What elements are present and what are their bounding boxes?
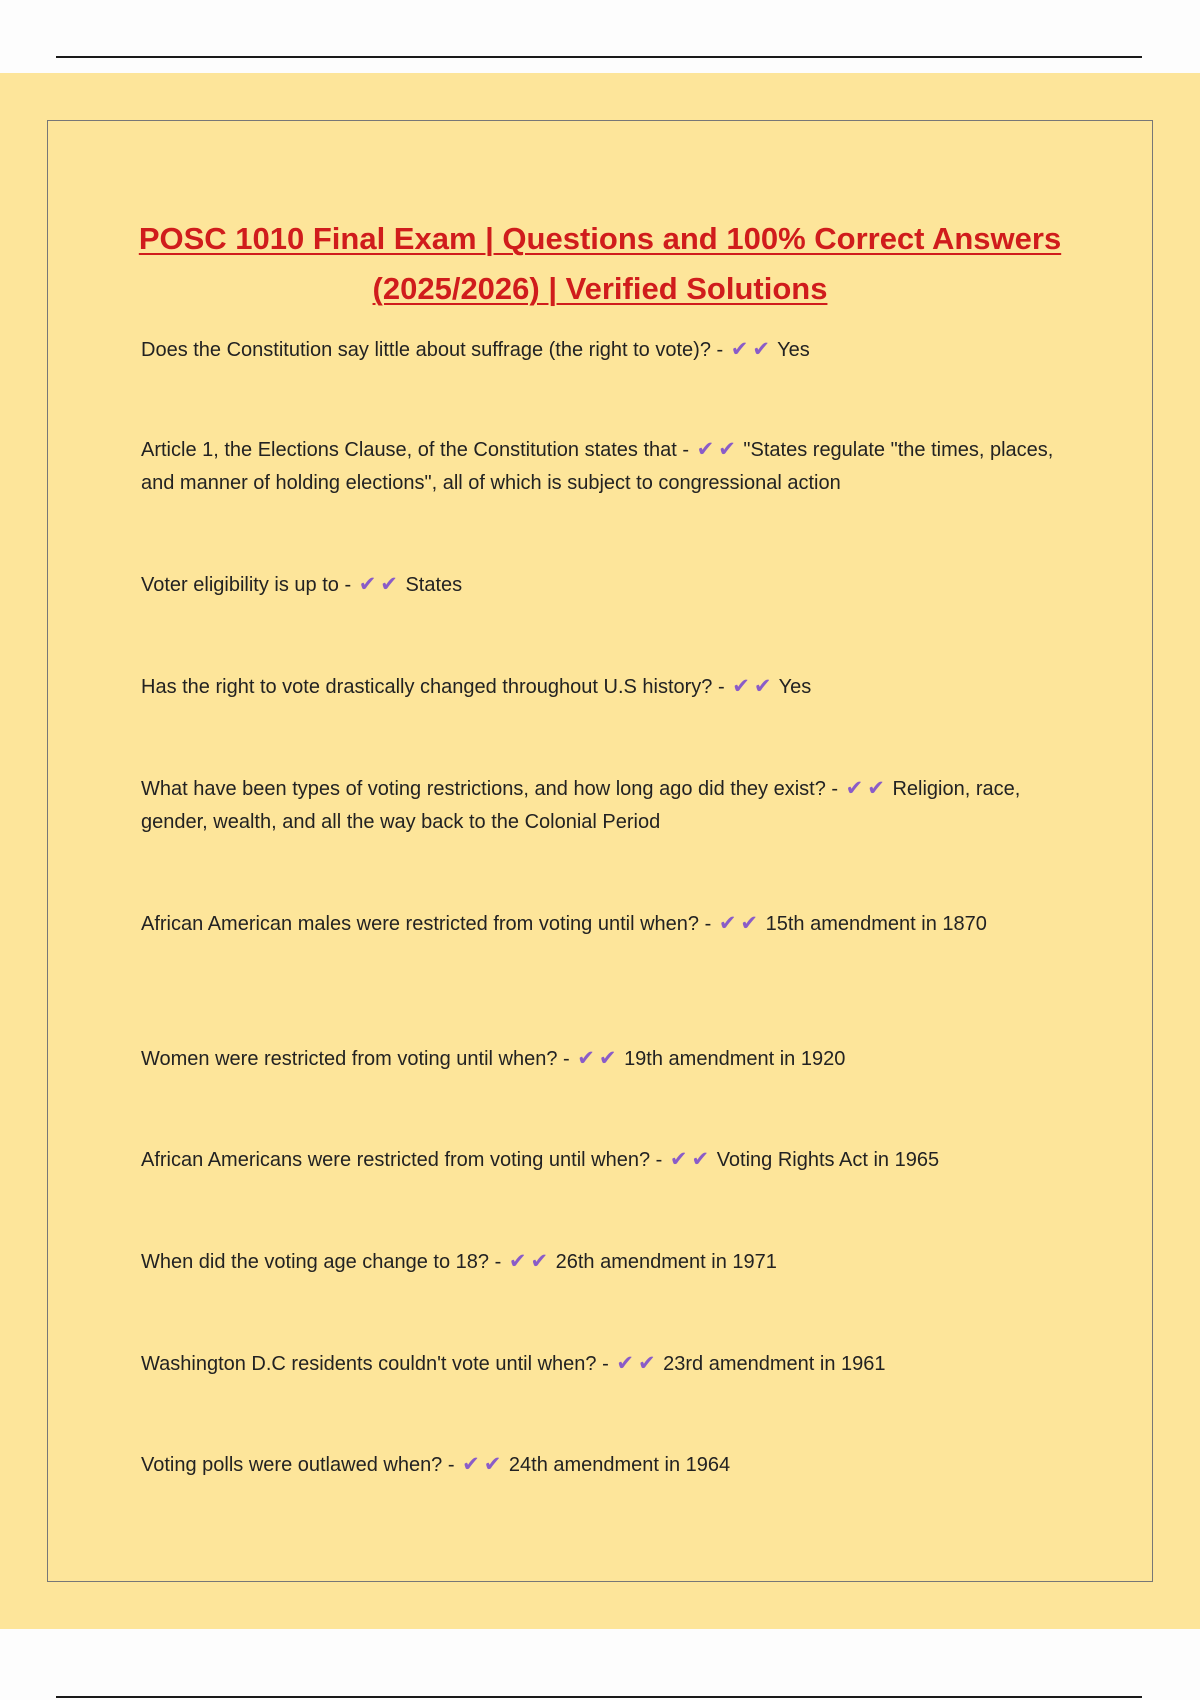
answer: 19th amendment in 1920 (624, 1048, 846, 1070)
separator: - (494, 1251, 502, 1273)
check-icon: ✔ (718, 438, 736, 461)
check-icon: ✔ (616, 1352, 634, 1375)
check-icon: ✔ (730, 338, 749, 361)
check-icon: ✔ (753, 675, 772, 698)
check-icon: ✔ (732, 675, 750, 698)
qa-item (141, 433, 1061, 500)
question: What have been types of voting restrictions, and how long ago did they exist? (141, 778, 826, 800)
check-icon: ✔ (669, 1148, 688, 1171)
question: Has the right to vote drastically changed throughout U.S history? (141, 676, 713, 698)
separator: - (447, 1454, 455, 1476)
check-icon: ✔ (740, 912, 759, 935)
check-icon: ✔ (508, 1250, 527, 1273)
qa-item (141, 1042, 1061, 1076)
qa-item (141, 1245, 1061, 1279)
check-icon: ✔ (691, 1148, 710, 1171)
question: Women were restricted from voting until when? (141, 1048, 558, 1070)
check-icon: ✔ (637, 1352, 656, 1375)
separator: - (602, 1353, 609, 1375)
check-icon: ✔ (598, 1047, 617, 1070)
qa-item (141, 1448, 1061, 1482)
check-icon: ✔ (696, 438, 715, 461)
qa-item (141, 670, 1061, 704)
separator: - (655, 1149, 663, 1171)
answer: Yes (777, 339, 810, 361)
answer: "States regulate "the times, places, and manner of holding elections", all of which is subject to congressional action (141, 439, 1054, 494)
question: African American males were restricted from voting until when? (141, 913, 700, 935)
question: African Americans were restricted from voting until when? (141, 1149, 651, 1171)
qa-item (141, 1347, 1061, 1381)
check-icon: ✔ (577, 1047, 595, 1070)
separator: - (716, 339, 724, 361)
answer: Yes (778, 676, 812, 698)
qa-item (141, 333, 1061, 367)
answer: 24th amendment in 1964 (508, 1454, 731, 1476)
question: Voter eligibility is up to (141, 574, 339, 596)
answer: 23rd amendment in 1961 (663, 1353, 886, 1375)
qa-item (141, 907, 1061, 941)
check-icon: ✔ (867, 777, 885, 800)
check-icon: ✔ (462, 1453, 480, 1476)
question: Does the Constitution say little about suffrage (the right to vote)? (141, 339, 711, 361)
question: Voting polls were outlawed when? (141, 1454, 443, 1476)
separator: - (831, 778, 839, 800)
document-title: POSC 1010 Final Exam | Questions and 100% Correct Answers (2025/2026) | Verified Solutions (138, 221, 1062, 306)
separator: - (344, 574, 352, 596)
check-icon: ✔ (358, 573, 377, 596)
qa-item (141, 568, 1061, 602)
qa-item (141, 772, 1061, 839)
separator: - (704, 913, 712, 935)
bottom-rule (56, 1696, 1142, 1698)
check-icon: ✔ (752, 338, 770, 361)
separator: - (718, 676, 725, 698)
separator: - (682, 439, 690, 461)
check-icon: ✔ (483, 1453, 502, 1476)
check-icon: ✔ (380, 573, 398, 596)
top-rule (56, 56, 1142, 58)
answer: 26th amendment in 1971 (555, 1251, 777, 1273)
answer: States (405, 574, 463, 596)
qa-item (141, 1143, 1061, 1177)
separator: - (563, 1048, 570, 1070)
answer: Religion, race, gender, wealth, and all the way back to the Colonial Period (141, 778, 1021, 833)
check-icon: ✔ (530, 1250, 549, 1273)
check-icon: ✔ (718, 912, 737, 935)
question: Article 1, the Elections Clause, of the Constitution states that (141, 439, 677, 461)
question: Washington D.C residents couldn't vote until when? (141, 1353, 597, 1375)
check-icon: ✔ (845, 777, 864, 800)
answer: 15th amendment in 1870 (765, 913, 987, 935)
question: When did the voting age change to 18? (141, 1251, 490, 1273)
answer: Voting Rights Act in 1965 (716, 1149, 940, 1171)
